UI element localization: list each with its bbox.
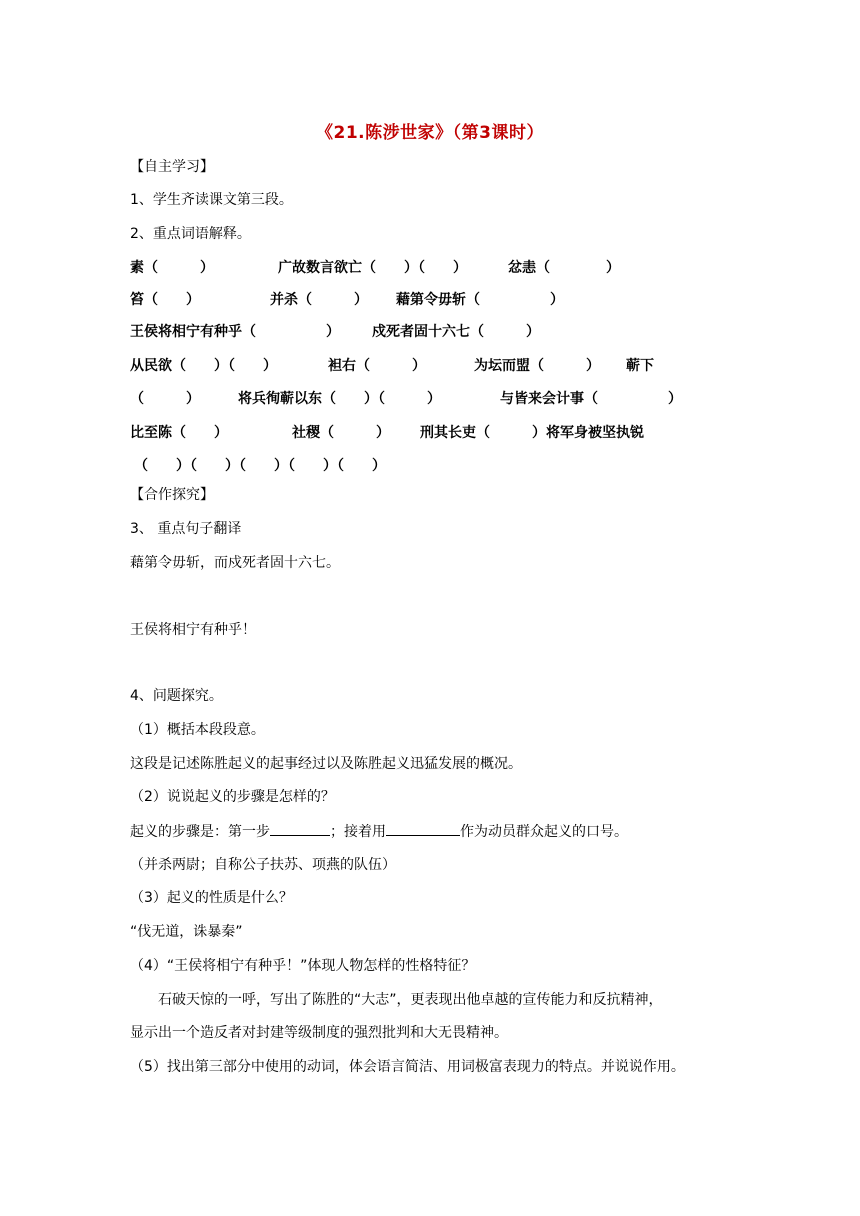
item-2: 2、重点词语解释。 xyxy=(130,226,251,242)
answer-2-part-1: 起义的步骤是：第一步 xyxy=(130,824,270,840)
sentence-2: 王侯将相宁有种乎！ xyxy=(130,622,256,638)
vocab-item: 藉第令毋斩（ ） xyxy=(396,292,564,308)
answer-2 xyxy=(130,821,628,842)
item-3: 3、 重点句子翻译 xyxy=(130,521,242,537)
vocab-item: 广故数言欲亡（ ）（ ） xyxy=(278,260,467,276)
vocab-item: 社稷（ ） xyxy=(292,425,390,441)
answer-2-note: （并杀两尉；自称公子扶苏、项燕的队伍） xyxy=(130,857,396,873)
page-title: 《21.陈涉世家》（第3课时） xyxy=(316,123,544,143)
vocab-item: 比至陈（ ） xyxy=(130,425,228,441)
answer-3: “伐无道，诛暴秦” xyxy=(130,924,243,940)
vocab-item: 将兵徇蕲以东（ ）（ ） xyxy=(238,391,441,407)
vocab-row-7 xyxy=(130,455,730,477)
answer-2-part-3: 作为动员群众起义的口号。 xyxy=(460,824,628,840)
vocab-item: 与皆来会计事（ ） xyxy=(500,391,682,407)
vocab-item: （ ） xyxy=(130,391,200,407)
question-4: （4）“王侯将相宁有种乎！”体现人物怎样的性格特征？ xyxy=(130,958,476,974)
section-heading-self-study: 【自主学习】 xyxy=(130,159,214,175)
vocab-item: 蕲下 xyxy=(626,358,654,374)
sentence-1: 藉第令毋斩，而戍死者固十六七。 xyxy=(130,555,340,571)
fill-blank[interactable] xyxy=(270,821,330,836)
section-heading-cooperative: 【合作探究】 xyxy=(130,487,214,503)
vocab-row-3 xyxy=(130,321,730,343)
vocab-row-5 xyxy=(130,388,730,410)
fill-blank[interactable] xyxy=(386,821,460,836)
vocab-row-1 xyxy=(130,257,730,279)
vocab-row-6 xyxy=(130,422,730,444)
vocab-item: 王侯将相宁有种乎（ ） xyxy=(130,324,340,340)
vocab-item: 袒右（ ） xyxy=(328,358,426,374)
question-1: （1）概括本段段意。 xyxy=(130,722,265,738)
answer-4-line-2: 显示出一个造反者对封建等级制度的强烈批判和大无畏精神。 xyxy=(130,1025,508,1041)
vocab-item: 素（ ） xyxy=(130,260,214,276)
question-3: （3）起义的性质是什么？ xyxy=(130,890,293,906)
question-2: （2）说说起义的步骤是怎样的？ xyxy=(130,789,335,805)
vocab-item: 笞（ ） xyxy=(130,292,200,308)
item-1: 1、学生齐读课文第三段。 xyxy=(130,192,293,208)
question-5: （5）找出第三部分中使用的动词，体会语言简洁、用词极富表现力的特点。并说说作用。 xyxy=(130,1059,685,1075)
vocab-row-2 xyxy=(130,289,730,311)
item-4: 4、问题探究。 xyxy=(130,688,223,704)
answer-1: 这段是记述陈胜起义的起事经过以及陈胜起义迅猛发展的概况。 xyxy=(130,756,522,772)
vocab-item: 刑其长吏（ ）将军身被坚执锐 xyxy=(420,425,644,441)
vocab-item: （ ）（ ）（ ）（ ）（ ） xyxy=(134,458,386,474)
vocab-row-4 xyxy=(130,355,730,377)
answer-2-part-2: ；接着用 xyxy=(330,824,386,840)
vocab-item: 并杀（ ） xyxy=(270,292,368,308)
vocab-item: 从民欲（ ）（ ） xyxy=(130,358,277,374)
answer-4-line-1: 石破天惊的一呼，写出了陈胜的“大志”，更表现出他卓越的宣传能力和反抗精神， xyxy=(158,992,663,1008)
vocab-item: 忿恚（ ） xyxy=(508,260,620,276)
vocab-item: 为坛而盟（ ） xyxy=(474,358,600,374)
vocab-item: 戍死者固十六七（ ） xyxy=(372,324,540,340)
